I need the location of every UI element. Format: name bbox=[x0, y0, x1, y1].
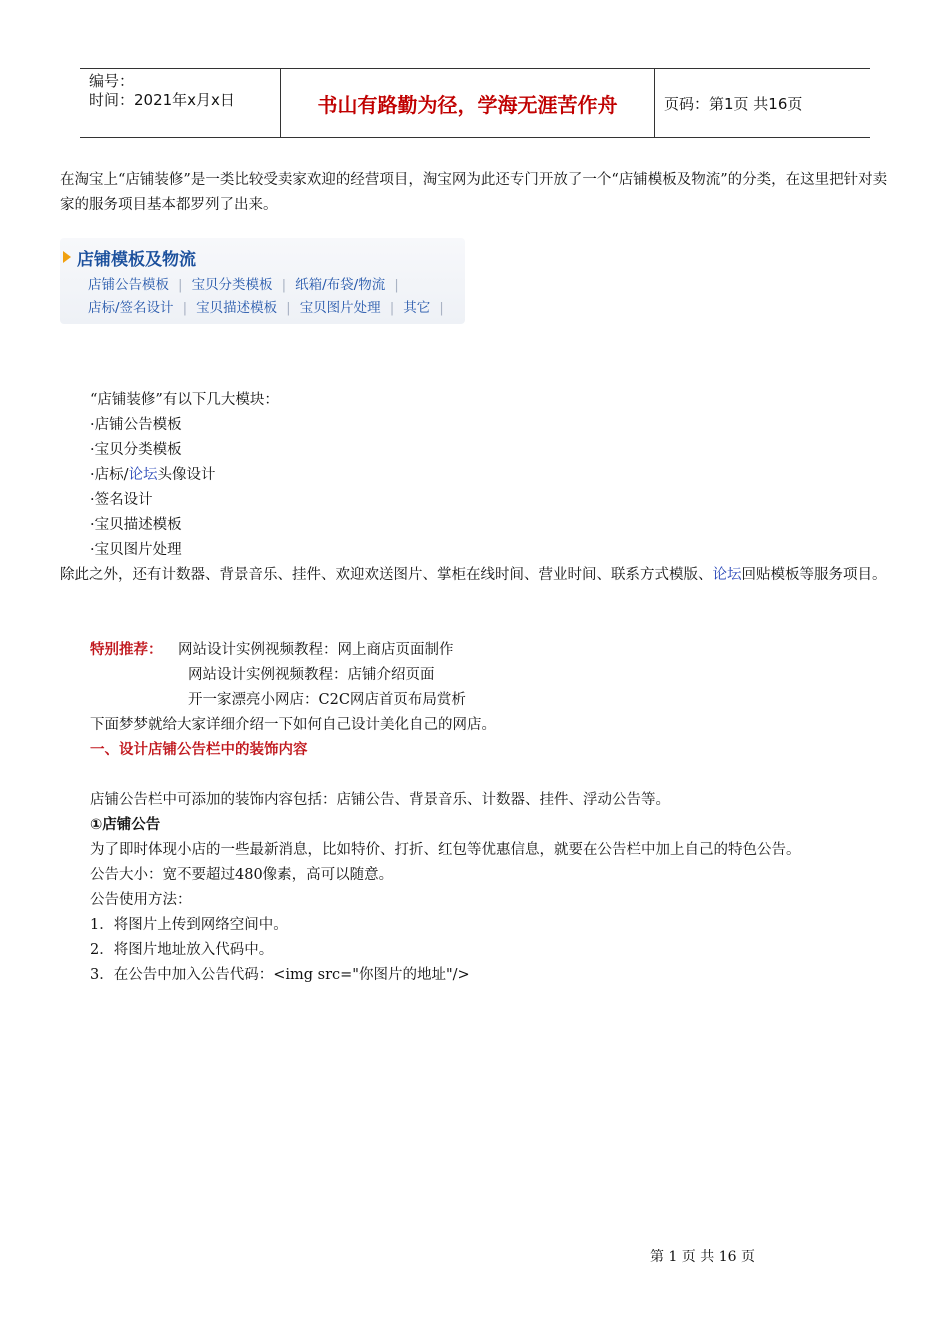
item-text: ·店标/ bbox=[90, 467, 129, 483]
header-page-info: 页码：第1页 共16页 bbox=[664, 94, 803, 113]
separator: | bbox=[182, 300, 188, 316]
banner-row-1 bbox=[88, 273, 408, 293]
step-item: 2．将图片地址放入代码中。 bbox=[90, 942, 274, 958]
recommend-link[interactable]: 网站设计实例视频教程：店铺介绍页面 bbox=[188, 667, 435, 683]
item-text: 头像设计 bbox=[157, 467, 216, 483]
time-label: 时间：2021年x月x日 bbox=[89, 91, 235, 109]
recommend-link[interactable]: 网站设计实例视频教程：网上商店页面制作 bbox=[178, 642, 454, 658]
intro-paragraph: 在淘宝上“店铺装修”是一类比较受卖家欢迎的经营项目，淘宝网为此还专门开放了一个“店铺模板及物流”的分类，在这里把针对卖家的服务项目基本都罗列了出来。 bbox=[60, 172, 888, 213]
section-paragraph: 为了即时体现小店的一些最新消息，比如特价、打折、红包等优惠信息，就要在公告栏中加上自己的特色公告。 bbox=[90, 842, 801, 858]
list-item: ·宝贝图片处理 bbox=[90, 542, 182, 558]
section-desc: 店铺公告栏中可添加的装饰内容包括：店铺公告、背景音乐、计数器、挂件、浮动公告等。 bbox=[90, 792, 670, 808]
module-intro: “店铺装修”有以下几大模块： bbox=[90, 392, 279, 408]
banner-link[interactable]: 宝贝描述模板 bbox=[196, 300, 278, 316]
banner-link[interactable]: 宝贝分类模板 bbox=[191, 277, 273, 293]
sub-heading: ①店铺公告 bbox=[90, 817, 161, 833]
step-item: 1．将图片上传到网络空间中。 bbox=[90, 917, 288, 933]
banner-link[interactable]: 宝贝图片处理 bbox=[299, 300, 381, 316]
section-paragraph: 公告使用方法： bbox=[90, 892, 192, 908]
banner-link[interactable]: 店铺公告模板 bbox=[88, 277, 169, 293]
number-label: 编号： bbox=[89, 72, 135, 90]
section-1 bbox=[90, 713, 890, 988]
spacer bbox=[90, 763, 890, 788]
extra-paragraph bbox=[60, 563, 890, 588]
section-paragraph: 公告大小：宽不要超过480像素，高可以随意。 bbox=[90, 867, 394, 883]
arrow-right-icon bbox=[63, 251, 71, 263]
banner-link[interactable]: 店标/签名设计 bbox=[88, 300, 174, 316]
recommend-link[interactable]: 开一家漂亮小网店：C2C网店首页布局赏析 bbox=[188, 692, 466, 708]
banner-title[interactable]: 店铺模板及物流 bbox=[77, 250, 196, 270]
page-footer: 第 1 页 共 16 页 bbox=[650, 1249, 755, 1265]
module-list bbox=[90, 388, 890, 563]
list-item: ·签名设计 bbox=[90, 492, 153, 508]
forum-link[interactable]: 论坛 bbox=[712, 567, 742, 583]
separator: | bbox=[394, 277, 399, 293]
recommend-block bbox=[90, 638, 466, 713]
page-header bbox=[80, 68, 870, 138]
banner-link[interactable]: 纸箱/布袋/物流 bbox=[295, 277, 386, 293]
forum-link[interactable]: 论坛 bbox=[128, 467, 158, 483]
header-meta bbox=[80, 69, 281, 137]
section-heading: 一、设计店铺公告栏中的装饰内容 bbox=[90, 742, 308, 758]
list-item: ·店铺公告模板 bbox=[90, 417, 182, 433]
header-motto: 书山有路勤为径，学海无涯苦作舟 bbox=[281, 69, 655, 137]
banner-link[interactable]: 其它 bbox=[403, 300, 431, 316]
separator: | bbox=[286, 300, 291, 316]
intro2-paragraph: 下面梦梦就给大家详细介绍一下如何自己设计美化自己的网店。 bbox=[90, 717, 496, 733]
list-item bbox=[90, 463, 890, 488]
banner-row-2 bbox=[88, 296, 453, 316]
list-item: ·宝贝描述模板 bbox=[90, 517, 182, 533]
recommend-line bbox=[90, 638, 466, 663]
separator: | bbox=[281, 277, 287, 293]
step-item: 3．在公告中加入公告代码：<img src="你图片的地址"/> bbox=[90, 967, 470, 983]
separator: | bbox=[178, 277, 183, 293]
category-banner bbox=[60, 238, 465, 324]
separator: | bbox=[439, 300, 444, 316]
extra-text: 除此之外，还有计数器、背景音乐、挂件、欢迎欢送图片、掌柜在线时间、营业时间、联系方式模版、 bbox=[60, 567, 713, 583]
list-item: ·宝贝分类模板 bbox=[90, 442, 182, 458]
recommend-label: 特别推荐： bbox=[90, 642, 163, 658]
separator: | bbox=[389, 300, 395, 316]
extra-text: 回贴模板等服务项目。 bbox=[741, 567, 887, 583]
